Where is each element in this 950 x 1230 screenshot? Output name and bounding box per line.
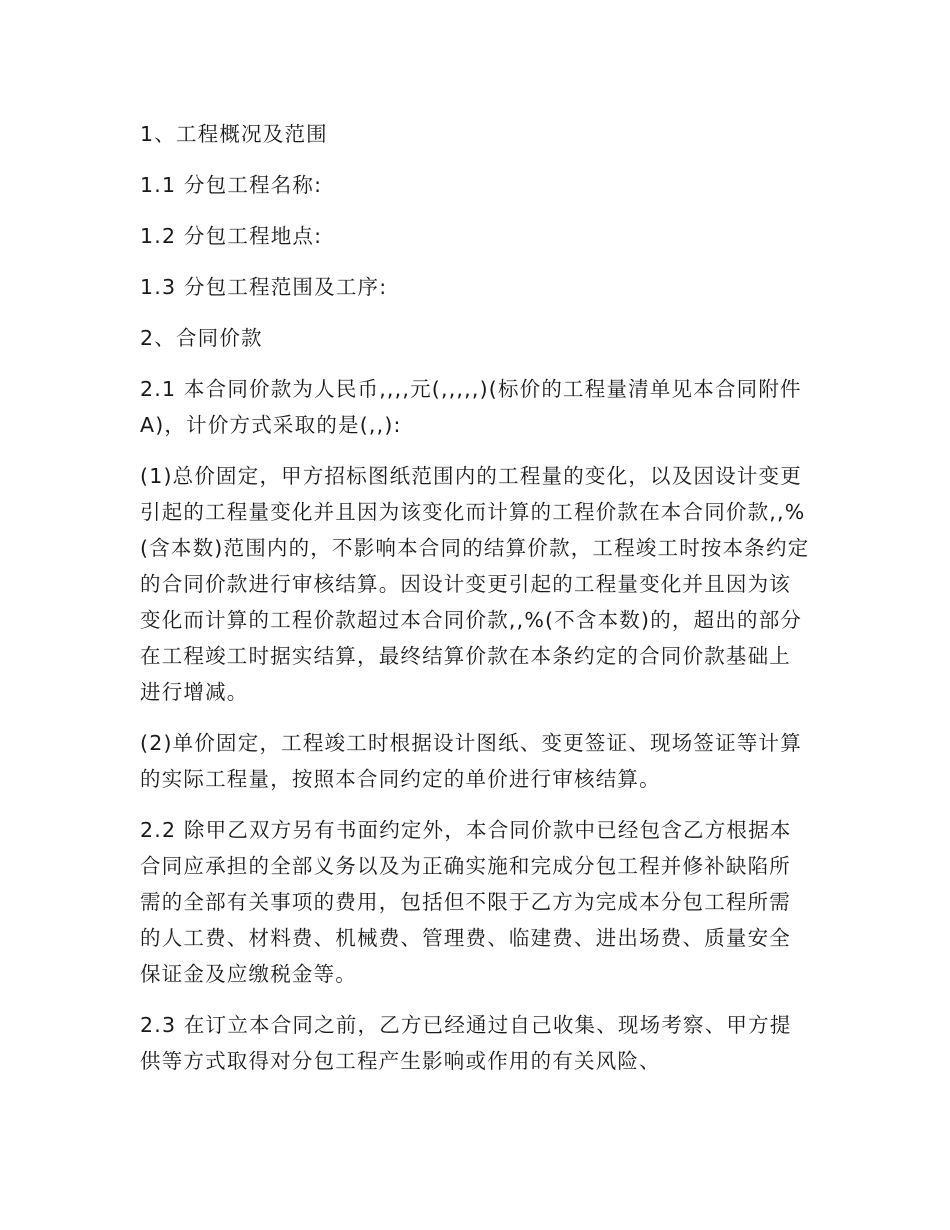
heading-project-overview: 1、工程概况及范围 <box>140 122 328 146</box>
clause-1-2: 1.2 分包工程地点: <box>140 224 323 248</box>
clause-2-2: 2.2 除甲乙双方另有书面约定外，本合同价款中已经包含乙方根据本合同应承担的全部义务以及为正确实施和完成分包工程并修补缺陷所需的全部有关事项的费用，包括但不限于乙方为完成本分包工程所需的人工费、材料费、机械费、管理费、临建费、进出场费、质量安全保证金及应缴税金等。 <box>140 818 792 986</box>
clause-1-1: 1.1 分包工程名称: <box>140 173 323 197</box>
clause-1-3: 1.3 分包工程范围及工序: <box>140 275 388 299</box>
clause-2-1: 2.1 本合同价款为人民币,,,,元(,,,,,)(标价的工程量清单见本合同附件 A)，计价方式采取的是(,,): <box>140 377 802 437</box>
clause-2-1-item-2: (2)单价固定，工程竣工时根据设计图纸、变更签证、现场签证等计算的实际工程量，按照本合同约定的单价进行审核结算。 <box>140 731 802 791</box>
clause-2-1-item-1: (1)总价固定，甲方招标图纸范围内的工程量的变化，以及因设计变更引起的工程量变化并且因为该变化而计算的工程价款在本合同价款,,%(含本数)范围内的，不影响本合同的结算价款，工程竣工时按本条约定的合同价款进行审核结算。因设计变更引起的工程量变化并且因为该变化而计算的工程价款超过本合同价款,,%(不含本数)的，超出的部分在工程竣工时据实结算，最终结算价款在本条约定的合同价款基础上进行增减。 <box>140 464 810 704</box>
clause-2-3: 2.3 在订立本合同之前，乙方已经通过自己收集、现场考察、甲方提供等方式取得对分包工程产生影响或作用的有关风险、 <box>140 1013 792 1073</box>
heading-contract-price: 2、合同价款 <box>140 326 263 350</box>
document-page <box>140 116 812 1094</box>
